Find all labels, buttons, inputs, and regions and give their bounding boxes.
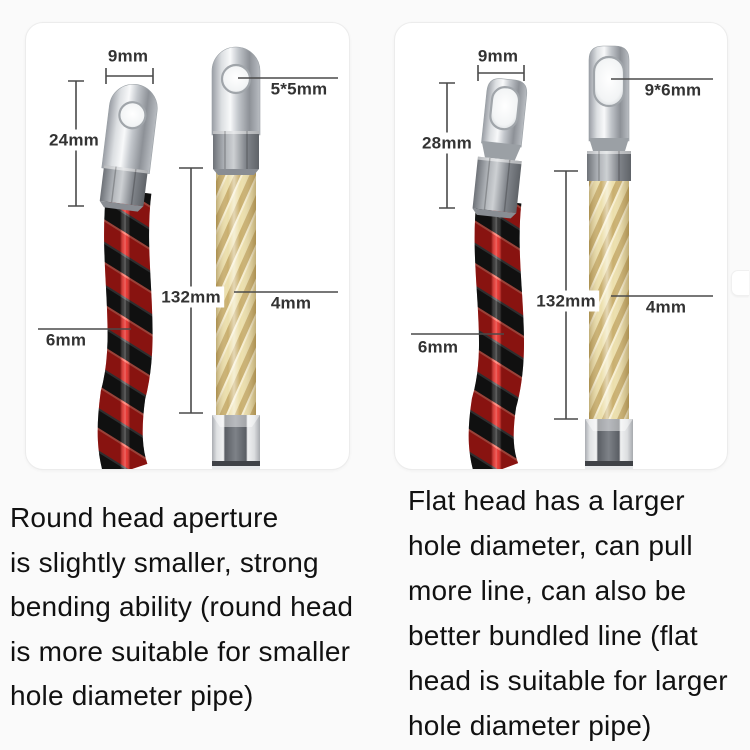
dim-label-head-length: 24mm (46, 130, 102, 151)
yellow-rope (216, 141, 256, 419)
dim-label-rope-diameter: 4mm (645, 297, 687, 317)
dim-label-cable-diameter: 6mm (45, 330, 87, 350)
caption-line: hole diameter pipe) (408, 710, 652, 741)
caption-line: hole diameter pipe) (10, 680, 254, 711)
partial-card-edge[interactable] (731, 270, 749, 296)
dim-label-rope-diameter: 4mm (270, 293, 312, 313)
dimension-lines (411, 65, 713, 419)
round-head-connector-cable (97, 82, 160, 213)
dim-label-head-length: 28mm (419, 133, 475, 154)
caption-round-head (10, 496, 362, 719)
caption-line: Round head aperture (10, 502, 279, 533)
dim-label-head-width: 9mm (477, 46, 519, 66)
dimension-lines (38, 68, 338, 413)
yellow-rope (589, 153, 629, 423)
caption-line: head is suitable for larger (408, 665, 728, 696)
hex-shank (585, 419, 633, 469)
flat-head-connector-rope (587, 46, 631, 181)
caption-line: better bundled line (flat (408, 620, 698, 651)
caption-line: is more suitable for smaller (10, 635, 351, 667)
dim-label-shaft-length: 132mm (533, 291, 599, 312)
caption-line: bending ability (round head (10, 591, 354, 622)
round-head-panel (25, 22, 350, 470)
caption-line: hole diameter, can pull (408, 530, 693, 561)
dim-label-hole-size: 9*6mm (644, 80, 702, 100)
caption-line: more line, can also be (408, 575, 687, 606)
hex-shank (212, 415, 260, 469)
twisted-cable (491, 201, 501, 469)
flat-head-connector-cable (472, 77, 530, 219)
flat-head-panel (394, 22, 728, 470)
dim-label-shaft-length: 132mm (158, 287, 224, 308)
caption-line: Flat head has a larger (408, 485, 685, 516)
dim-label-cable-diameter: 6mm (417, 337, 459, 357)
caption-line: is slightly smaller, strong (10, 546, 319, 578)
dim-label-head-width: 9mm (107, 46, 149, 66)
round-head-connector-rope (212, 47, 260, 175)
dim-label-hole-size: 5*5mm (270, 79, 328, 99)
caption-flat-head (408, 478, 750, 748)
twisted-cable (120, 191, 130, 469)
